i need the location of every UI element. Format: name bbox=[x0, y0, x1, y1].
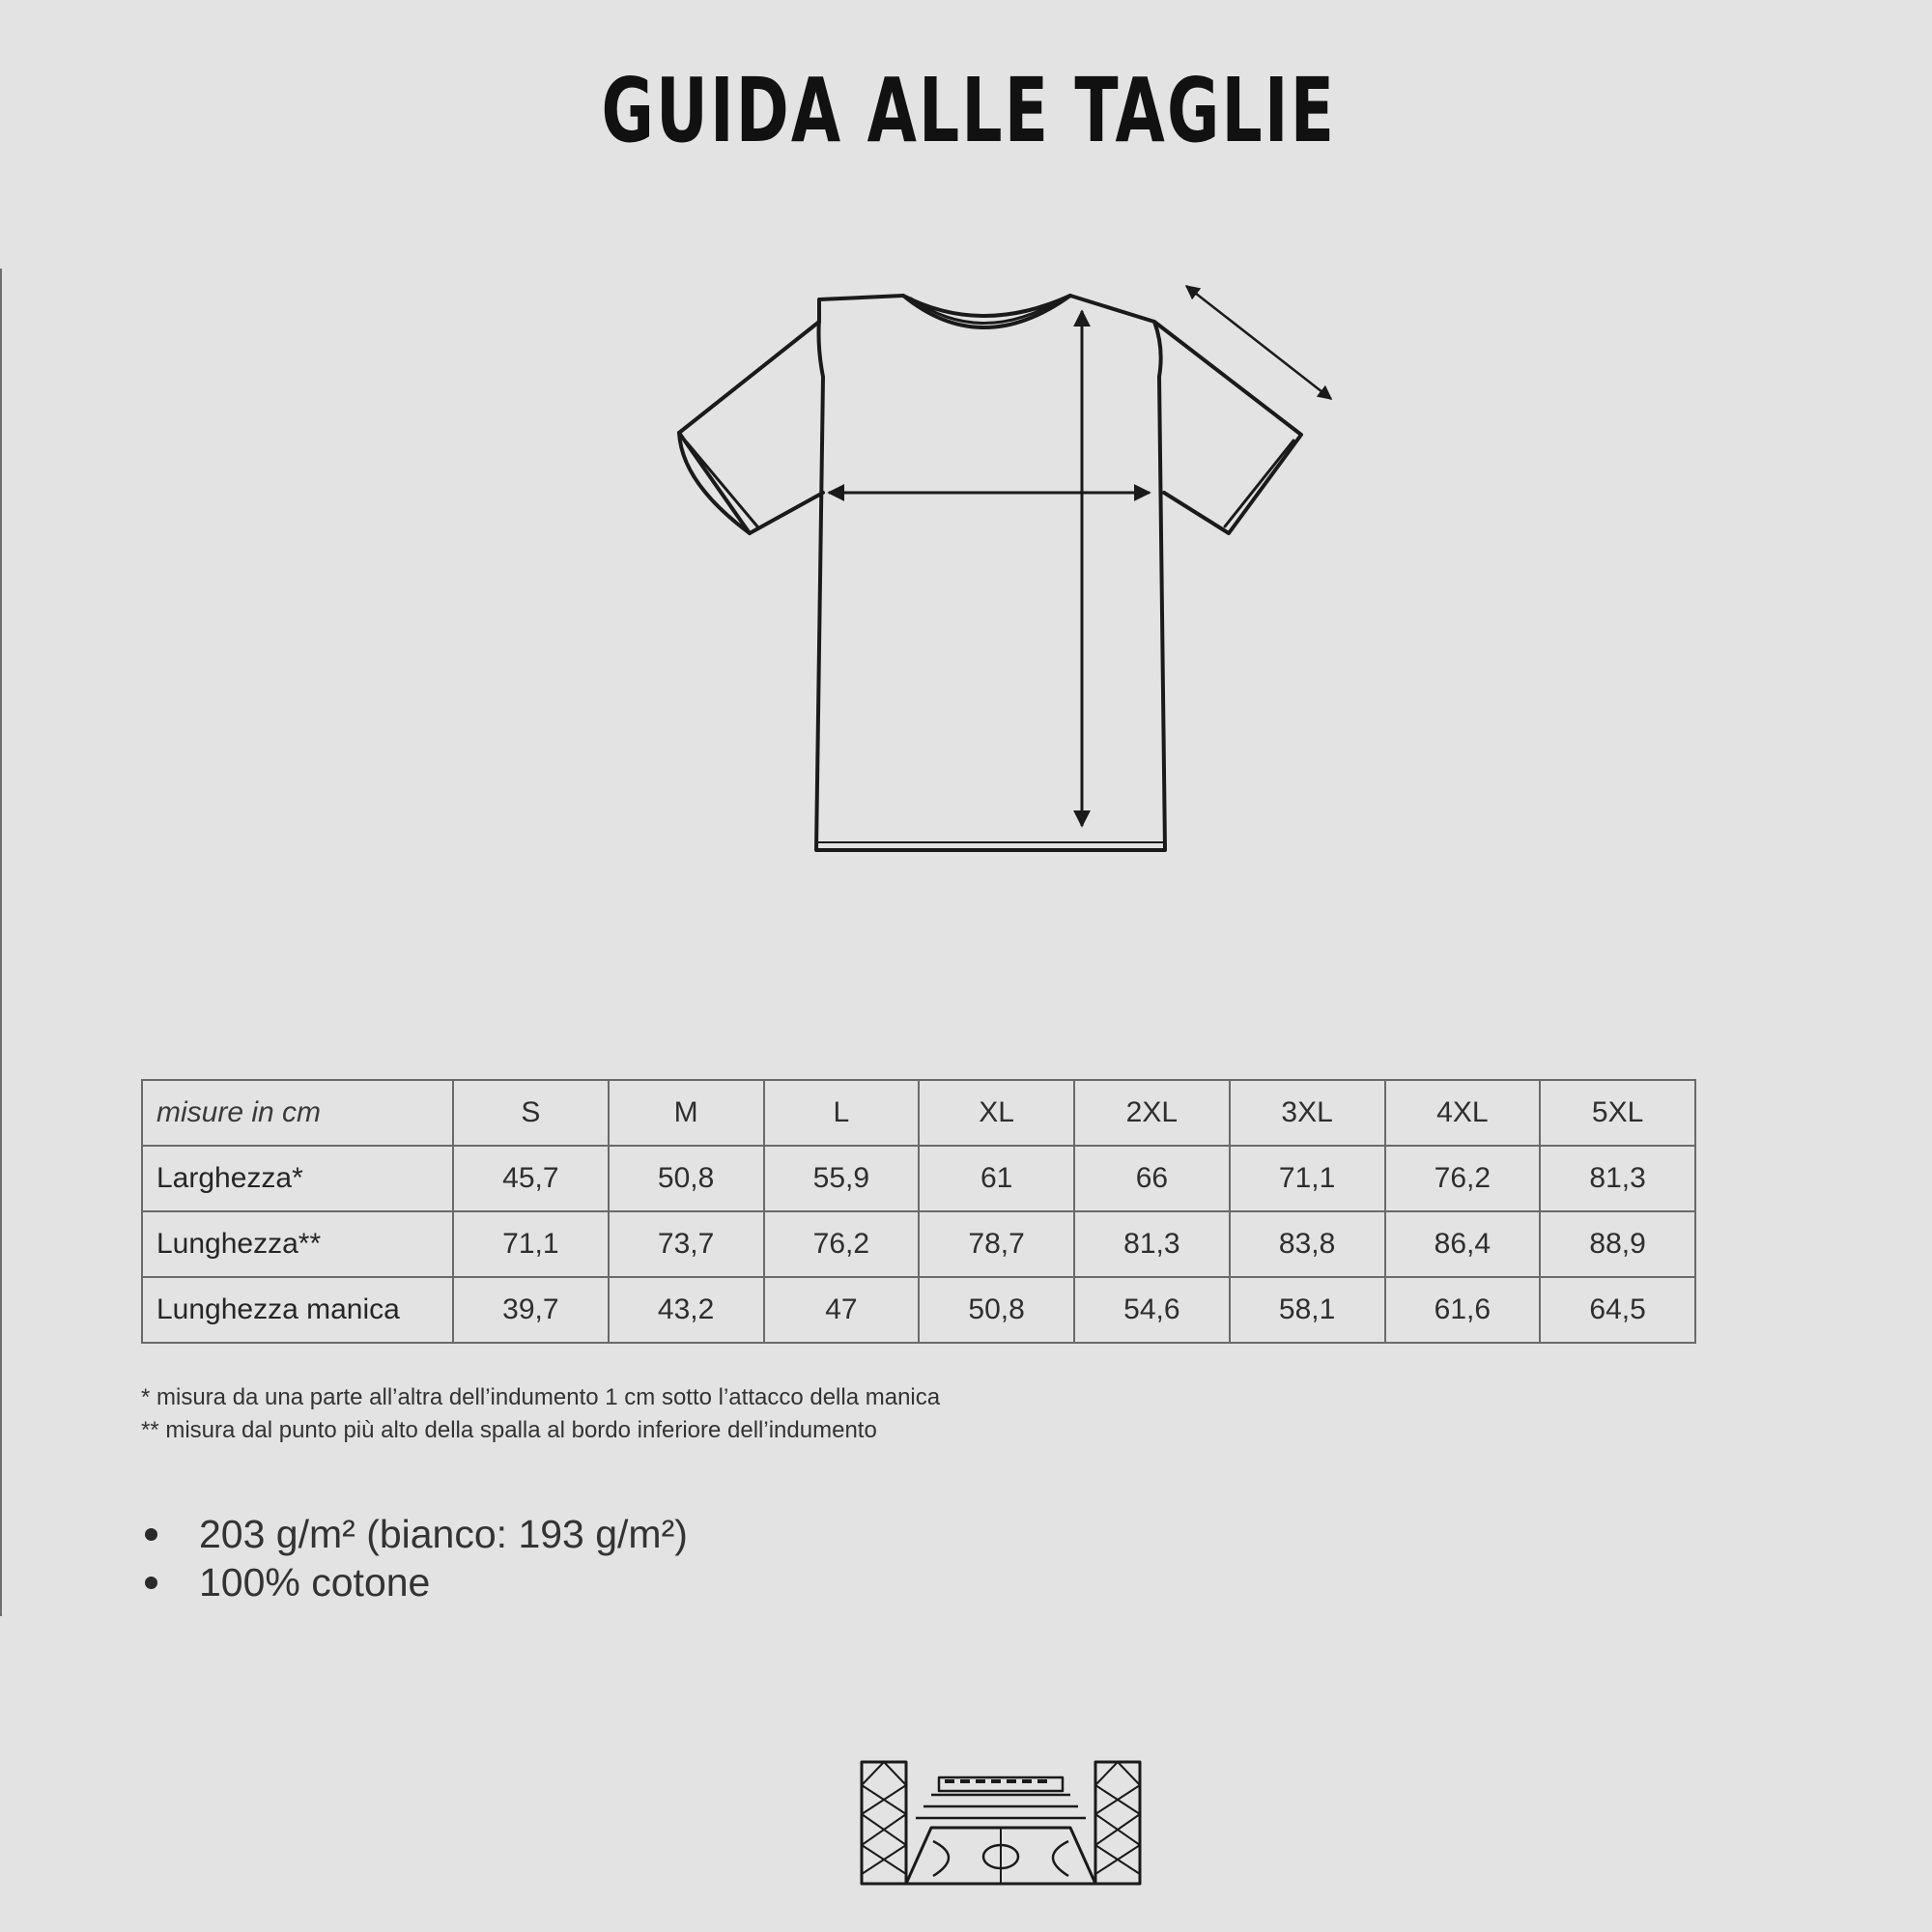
spec-weight: 203 g/m² (bianco: 193 g/m²) bbox=[199, 1512, 688, 1556]
size-table bbox=[141, 1079, 1696, 1344]
table-cell: 76,2 bbox=[1385, 1146, 1541, 1211]
row-label: Lunghezza manica bbox=[142, 1277, 453, 1343]
size-header: 2XL bbox=[1074, 1080, 1230, 1146]
table-cell: 54,6 bbox=[1074, 1277, 1230, 1343]
table-cell: 81,3 bbox=[1074, 1211, 1230, 1277]
table-cell: 71,1 bbox=[1230, 1146, 1385, 1211]
t-shirt-outline bbox=[679, 296, 1301, 850]
row-label: Larghezza* bbox=[142, 1146, 453, 1211]
table-cell: 78,7 bbox=[919, 1211, 1074, 1277]
table-cell: 66 bbox=[1074, 1146, 1230, 1211]
table-cell: 58,1 bbox=[1230, 1277, 1385, 1343]
spec-material: 100% cotone bbox=[199, 1560, 431, 1605]
table-row bbox=[142, 1211, 1695, 1277]
list-item bbox=[141, 1558, 688, 1606]
table-cell: 47 bbox=[764, 1277, 920, 1343]
table-cell: 61 bbox=[919, 1146, 1074, 1211]
table-cell: 83,8 bbox=[1230, 1211, 1385, 1277]
bullet-icon bbox=[145, 1577, 157, 1589]
fabric-specs-list bbox=[141, 1510, 688, 1606]
t-shirt-measurement-diagram bbox=[667, 270, 1362, 869]
table-cell: 45,7 bbox=[453, 1146, 609, 1211]
table-cell: 86,4 bbox=[1385, 1211, 1541, 1277]
table-cell: 64,5 bbox=[1540, 1277, 1695, 1343]
unit-label: misure in cm bbox=[142, 1080, 453, 1146]
size-header: XL bbox=[919, 1080, 1074, 1146]
table-cell: 76,2 bbox=[764, 1211, 920, 1277]
table-cell: 71,1 bbox=[453, 1211, 609, 1277]
left-edge-rule bbox=[0, 269, 2, 1616]
table-cell: 88,9 bbox=[1540, 1211, 1695, 1277]
page-title: GUIDA ALLE TAGLIE bbox=[601, 59, 1337, 162]
table-cell: 50,8 bbox=[609, 1146, 764, 1211]
table-cell: 81,3 bbox=[1540, 1146, 1695, 1211]
table-cell: 73,7 bbox=[609, 1211, 764, 1277]
bullet-icon bbox=[145, 1528, 157, 1541]
row-label: Lunghezza** bbox=[142, 1211, 453, 1277]
footnotes bbox=[141, 1381, 940, 1447]
table-row bbox=[142, 1277, 1695, 1343]
table-cell: 43,2 bbox=[609, 1277, 764, 1343]
size-header: M bbox=[609, 1080, 764, 1146]
table-cell: 50,8 bbox=[919, 1277, 1074, 1343]
size-header: L bbox=[764, 1080, 920, 1146]
footnote-width: * misura da una parte all’altra dell’indumento 1 cm sotto l’attacco della manica bbox=[141, 1384, 941, 1410]
size-header: S bbox=[453, 1080, 609, 1146]
basketball-court-logo bbox=[858, 1756, 1144, 1891]
list-item bbox=[141, 1510, 688, 1558]
table-row bbox=[142, 1146, 1695, 1211]
table-cell: 39,7 bbox=[453, 1277, 609, 1343]
table-cell: 55,9 bbox=[764, 1146, 920, 1211]
size-header: 4XL bbox=[1385, 1080, 1541, 1146]
size-header: 3XL bbox=[1230, 1080, 1385, 1146]
table-cell: 61,6 bbox=[1385, 1277, 1541, 1343]
measurement-arrows bbox=[829, 286, 1331, 826]
size-header: 5XL bbox=[1540, 1080, 1695, 1146]
table-header-row bbox=[142, 1080, 1695, 1146]
footnote-length: ** misura dal punto più alto della spalla al bordo inferiore dell’indumento bbox=[141, 1417, 877, 1443]
